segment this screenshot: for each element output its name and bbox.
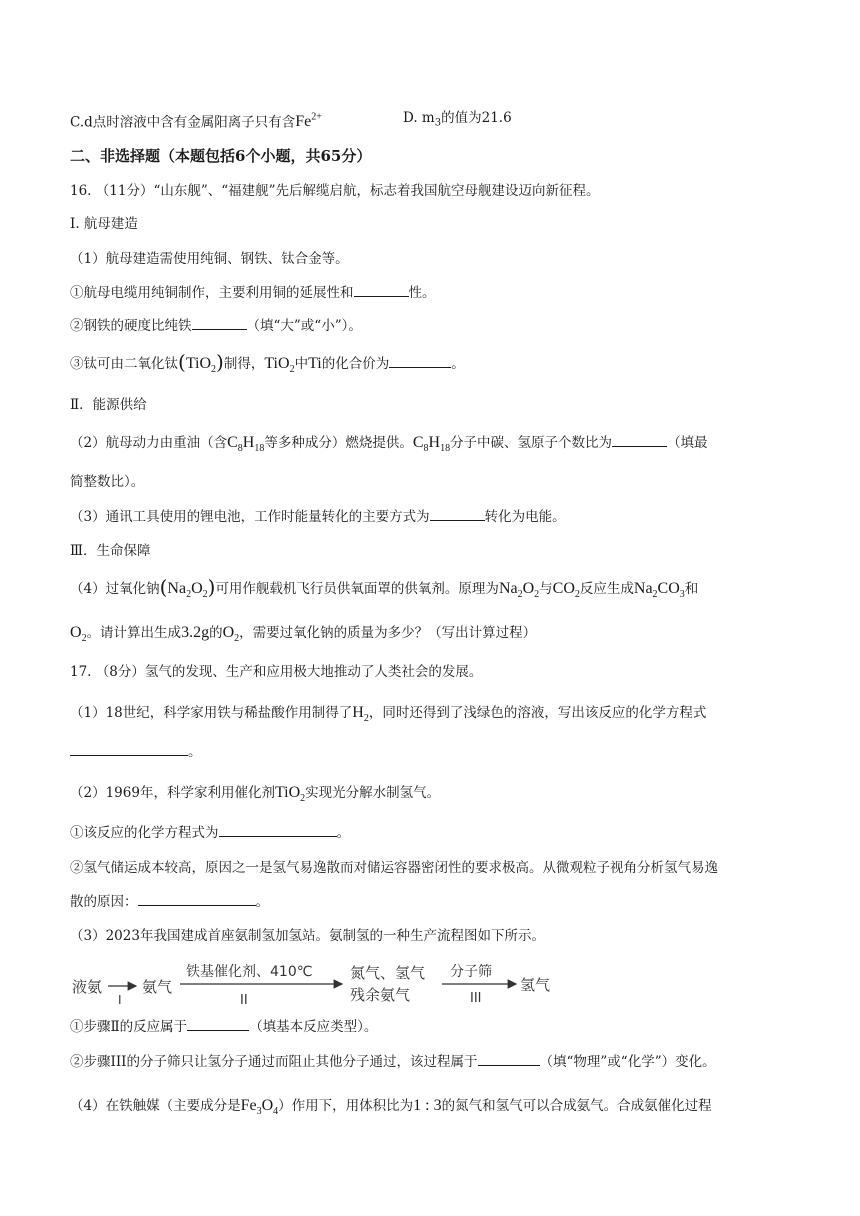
q17-2a-text: ①该反应的化学方程式为 bbox=[70, 825, 219, 841]
answer-blank[interactable] bbox=[612, 434, 667, 447]
q16-1b-text: ②钢铁的硬度比纯铁 bbox=[70, 318, 192, 334]
q17-2-tail: 实现光分解水制氢气。 bbox=[305, 785, 441, 801]
answer-blank[interactable] bbox=[389, 355, 451, 368]
na2o2-formula: $Na_2O_2$ bbox=[167, 580, 208, 601]
q17-2a-end: 。 bbox=[336, 825, 350, 841]
flow-node-mixture-top: 氮气、氢气 bbox=[350, 964, 426, 982]
answer-blank[interactable] bbox=[70, 743, 188, 756]
q17-4-text: （4）在铁触媒（主要成分是 bbox=[70, 1098, 241, 1114]
m3-subscript: 3 bbox=[434, 117, 442, 129]
q17-3b-text: ②步骤III的分子筛只让氢分子通过而阻止其他分子通过，该过程属于 bbox=[70, 1054, 478, 1070]
q16-4-and: 与 bbox=[539, 581, 553, 597]
q17-3a bbox=[70, 1017, 377, 1037]
answer-blank[interactable] bbox=[430, 508, 485, 521]
q16-1a bbox=[70, 283, 436, 303]
flow-node-mixture-bottom: 残余氨气 bbox=[350, 986, 411, 1004]
flow-step-1: I bbox=[118, 993, 122, 1007]
mass-value: 3.2g bbox=[181, 624, 210, 641]
q16-stem: 16. （11分）“山东舰”、“福建舰”先后解缆启航，标志着我国航空母舰建设迈向新征程。 bbox=[70, 183, 600, 199]
answer-blank[interactable] bbox=[354, 284, 409, 297]
q17-2b-cont bbox=[70, 892, 269, 912]
ammonia-hydrogen-flowchart bbox=[70, 962, 570, 1010]
q16-3 bbox=[70, 507, 566, 527]
q16-1b-tail: （填“大”或“小”）。 bbox=[246, 318, 362, 334]
flow-condition-2: 铁基催化剂、410℃ bbox=[186, 964, 313, 980]
c8h18-formula: $C_8H_{18}$ bbox=[227, 434, 265, 455]
q16-1: （1）航母建造需使用纯铜、钢铁、钛合金等。 bbox=[70, 251, 349, 267]
q16-1c bbox=[70, 350, 465, 380]
q16-2-hint: （填最 bbox=[667, 435, 708, 451]
subsection-2: Ⅱ．能源供给 bbox=[70, 397, 147, 413]
q16-4-ask: 。请计算出生成 bbox=[86, 625, 182, 641]
paren-close: ) bbox=[216, 350, 224, 374]
c8h18-formula-2: $C_8H_{18}$ bbox=[412, 434, 451, 455]
q17-1-text: （1）18世纪，科学家用铁与稀盐酸作用制得了 bbox=[70, 705, 353, 721]
flow-node-hydrogen: 氢气 bbox=[520, 976, 551, 994]
answer-blank[interactable] bbox=[138, 893, 256, 906]
q16-1c-zhong: 中 bbox=[294, 356, 309, 372]
q17-4-tail: 的氮气和氢气可以合成氨气。合成氨催化过程 bbox=[441, 1098, 712, 1114]
ti-symbol: Ti bbox=[308, 355, 322, 372]
q17-3a-tail: （填基本反应类型）。 bbox=[249, 1019, 378, 1035]
tio2-formula-2 bbox=[264, 355, 295, 376]
q16-4-react: 反应生成 bbox=[579, 581, 634, 597]
q17-1-end: 。 bbox=[188, 744, 202, 760]
q16-2-text: （2）航母动力由重油（含 bbox=[70, 435, 228, 451]
h2-formula: $H_2$ bbox=[352, 704, 369, 725]
q16-1b bbox=[70, 316, 362, 336]
q16-4-text: （4）过氧化钠 bbox=[70, 581, 160, 597]
q16-3-text: （3）通讯工具使用的锂电池，工作时能量转化的主要方式为 bbox=[70, 509, 430, 525]
q16-3-tail: 转化为电能。 bbox=[484, 509, 566, 525]
na2o2-formula-2: $Na_2O_2$ bbox=[498, 580, 540, 601]
tio2-symbol: TiO bbox=[264, 355, 290, 372]
flow-node-liquid-ammonia: 液氨 bbox=[72, 978, 103, 996]
option-d-m: D. m bbox=[403, 110, 435, 126]
paren-open: ( bbox=[159, 575, 168, 599]
volume-ratio: 1 : 3 bbox=[413, 1097, 442, 1114]
answer-blank[interactable] bbox=[219, 824, 337, 837]
q16-1c-valence: 的化合价为 bbox=[321, 356, 390, 372]
q16-2-mid: 等多种成分）燃烧提供。 bbox=[264, 435, 413, 451]
o2-formula: $O_2$ bbox=[70, 624, 87, 645]
q17-4 bbox=[70, 1096, 712, 1122]
q16-2 bbox=[70, 433, 708, 459]
q16-1a-text: ①航母电缆用纯铜制作，主要利用铜的延展性和 bbox=[70, 285, 354, 301]
q16-4-de: 的 bbox=[209, 625, 223, 641]
q16-4-principle: 可用作舰载机飞行员供氧面罩的供氧剂。原理为 bbox=[215, 581, 499, 597]
section-2-heading: 二、非选择题（本题包括6个小题，共65分） bbox=[70, 147, 372, 165]
flow-condition-3: 分子筛 bbox=[450, 964, 492, 980]
q17-2b-text: 散的原因： bbox=[70, 894, 138, 910]
q16-4-cont bbox=[70, 623, 536, 649]
co2-formula: $CO_2$ bbox=[552, 580, 580, 601]
q17-3b bbox=[70, 1052, 716, 1072]
q16-1c-end: 。 bbox=[451, 356, 465, 372]
flow-node-ammonia: 氨气 bbox=[142, 978, 173, 996]
tio2-symbol: TiO bbox=[185, 355, 212, 372]
q17-2a bbox=[70, 823, 350, 843]
tio2-formula bbox=[185, 355, 217, 376]
subsection-3: Ⅲ．生命保障 bbox=[70, 543, 151, 559]
q16-1a-tail: 性。 bbox=[408, 285, 436, 301]
option-c bbox=[70, 108, 322, 132]
tio2-formula-3: TiO$_2$ bbox=[274, 784, 306, 805]
q17-3: （3）2023年我国建成首座氨制氢加氢站。氨制氢的一种生产流程图如下所示。 bbox=[70, 928, 545, 944]
option-d bbox=[403, 108, 512, 134]
fe-ion bbox=[295, 113, 322, 130]
q17-2 bbox=[70, 783, 440, 809]
q16-1c-mid: 制得， bbox=[223, 356, 265, 372]
q17-2-text: （2）1969年，科学家利用催化剂 bbox=[70, 785, 275, 801]
q17-2b-end: 。 bbox=[255, 894, 269, 910]
fe-symbol: Fe bbox=[295, 113, 312, 131]
q16-4 bbox=[70, 575, 699, 605]
option-d-text: 的值为21.6 bbox=[441, 110, 512, 126]
fe3o4-formula: $Fe_3O_4$ bbox=[240, 1097, 279, 1118]
q16-4-question: ，需要过氧化钠的质量为多少？（写出计算过程） bbox=[239, 625, 537, 641]
q17-3a-text: ①步骤Ⅱ的反应属于 bbox=[70, 1019, 188, 1035]
answer-blank[interactable] bbox=[478, 1053, 540, 1066]
q17-3b-tail: （填“物理”或“化学”）变化。 bbox=[539, 1054, 716, 1070]
q16-2-cont: 简整数比）。 bbox=[70, 474, 145, 490]
tio2-subscript: 2 bbox=[211, 364, 217, 376]
q17-1-answer bbox=[70, 742, 202, 762]
q16-2-ratio: 分子中碳、氢原子个数比为 bbox=[450, 435, 613, 451]
q17-stem: 17. （8分）氢气的发现、生产和应用极大地推动了人类社会的发展。 bbox=[70, 664, 483, 680]
q17-2b: ②氢气储运成本较高，原因之一是氢气易逸散而对储运容器密闭性的要求极高。从微观粒子视角分析氢气易逸 bbox=[70, 860, 718, 876]
tio2-subscript: 2 bbox=[289, 364, 295, 376]
flow-step-2: II bbox=[240, 993, 248, 1008]
q16-4-he: 和 bbox=[684, 581, 699, 597]
o2-formula-2: $O_2$ bbox=[222, 624, 240, 645]
fe-charge: 2+ bbox=[311, 112, 322, 123]
answer-blank[interactable] bbox=[187, 1018, 249, 1031]
answer-blank[interactable] bbox=[192, 317, 247, 330]
paren-open: ( bbox=[178, 350, 186, 374]
subsection-1: I. 航母建造 bbox=[70, 216, 138, 232]
q17-1 bbox=[70, 703, 706, 729]
q17-1-tail: ，同时还得到了浅绿色的溶液，写出该反应的化学方程式 bbox=[368, 705, 707, 721]
na2co3-formula: $Na_2CO_3$ bbox=[633, 580, 685, 601]
paren-close: ) bbox=[207, 575, 216, 599]
q17-4-mid: ）作用下，用体积比为 bbox=[278, 1098, 414, 1114]
q16-1c-text: ③钛可由二氧化钛 bbox=[70, 356, 178, 372]
flow-step-3: III bbox=[470, 991, 482, 1006]
option-c-text: C.d点时溶液中含有金属阳离子只有含 bbox=[70, 114, 296, 131]
